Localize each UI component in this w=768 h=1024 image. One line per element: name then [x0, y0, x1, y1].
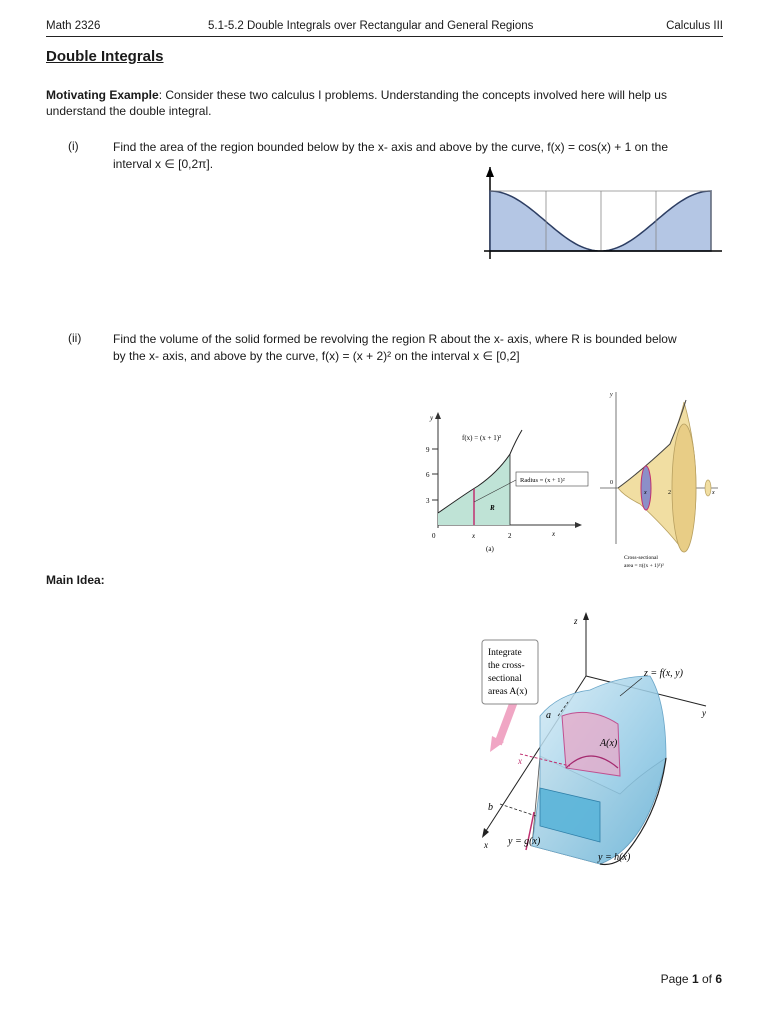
motivating-text: : Consider these two calculus I problems. Understanding the concepts involved here will help us understand the double integral.	[46, 88, 667, 118]
current-page: 1	[691, 972, 699, 986]
motivating-label: Motivating Example	[46, 88, 159, 102]
note-line-3: sectional	[488, 674, 522, 684]
slice-x-label: x	[518, 756, 522, 766]
figure-b-tick-2: 2	[668, 490, 671, 496]
solid-of-revolution-figure	[600, 384, 726, 580]
tick-9: 9	[426, 446, 430, 454]
solid-end-cap	[672, 424, 696, 552]
problem-1-line-2: interval x ∈ [0,2π].	[113, 157, 214, 171]
problem-1-number: (i)	[68, 139, 79, 153]
radius-label: Radius = (x + 1)²	[520, 477, 565, 484]
cosine-filled-region	[490, 191, 711, 251]
a-label: a	[546, 710, 551, 721]
note-line-1: Integrate	[488, 648, 522, 658]
cosine-area-figure	[484, 163, 724, 263]
tick-6: 6	[426, 471, 430, 479]
figure-a-caption: (a)	[486, 545, 494, 553]
figure-b-x-tick: x	[644, 490, 647, 496]
figure-a-x-label: x	[552, 530, 556, 538]
iterated-integral-figure	[470, 606, 726, 876]
problem-2-line-1: Find the volume of the solid formed be revolving the region R about the x- axis, where R is bounded below	[113, 332, 677, 346]
page-header	[46, 20, 723, 37]
problem-2-line-2: by the x- axis, and above by the curve, f(x) = (x + 2)² on the interval x ∈ [0,2]	[113, 349, 520, 363]
figure-c-y-label: y	[702, 708, 706, 718]
subject-name: Calculus III	[666, 20, 723, 32]
area-label: A(x)	[600, 738, 618, 749]
h-curve-label: y = h(x)	[598, 852, 631, 863]
figure-c-z-label: z	[574, 616, 578, 626]
tick-2: 2	[508, 532, 512, 540]
figure-b-origin: 0	[610, 480, 613, 486]
region-r-figure	[418, 410, 598, 560]
small-disk	[705, 480, 711, 496]
cross-section-disk	[641, 466, 651, 510]
tick-3: 3	[426, 497, 430, 505]
course-name: Math 2326	[46, 20, 101, 32]
figure-a-y-label: y	[430, 414, 434, 422]
region-label: R	[490, 504, 495, 512]
figure-b-y-label: y	[610, 392, 613, 398]
problem-2-text	[113, 331, 723, 365]
figure-b-x-label: x	[712, 490, 715, 496]
main-idea-label: Main Idea:	[46, 573, 105, 587]
page-title: Double Integrals	[46, 48, 164, 65]
cross-label-line-1: Cross-sectional	[624, 555, 658, 561]
page-footer: Page 1 of 6	[660, 972, 722, 986]
motivating-paragraph	[46, 87, 716, 119]
note-line-4: areas A(x)	[488, 687, 528, 697]
section-topic: 5.1-5.2 Double Integrals over Rectangular and General Regions	[208, 20, 534, 32]
total-pages: 6	[715, 972, 722, 986]
problem-1-line-1: Find the area of the region bounded below by the x- axis and above by the curve, f(x) = cos(x) + 1 on the	[113, 140, 668, 154]
curve-label: f(x) = (x + 1)²	[462, 434, 502, 442]
note-line-2: the cross-	[488, 661, 525, 671]
problem-2-number: (ii)	[68, 331, 82, 345]
cross-label-line-2: area = π((x + 1)²)²	[624, 563, 664, 569]
x-tick-label: x	[472, 532, 476, 540]
figure-c-x-label: x	[484, 840, 488, 850]
b-label: b	[488, 802, 493, 813]
surface-label: z = f(x, y)	[644, 668, 683, 679]
g-curve-label: y = g(x)	[508, 836, 541, 847]
origin-label: 0	[432, 532, 436, 540]
